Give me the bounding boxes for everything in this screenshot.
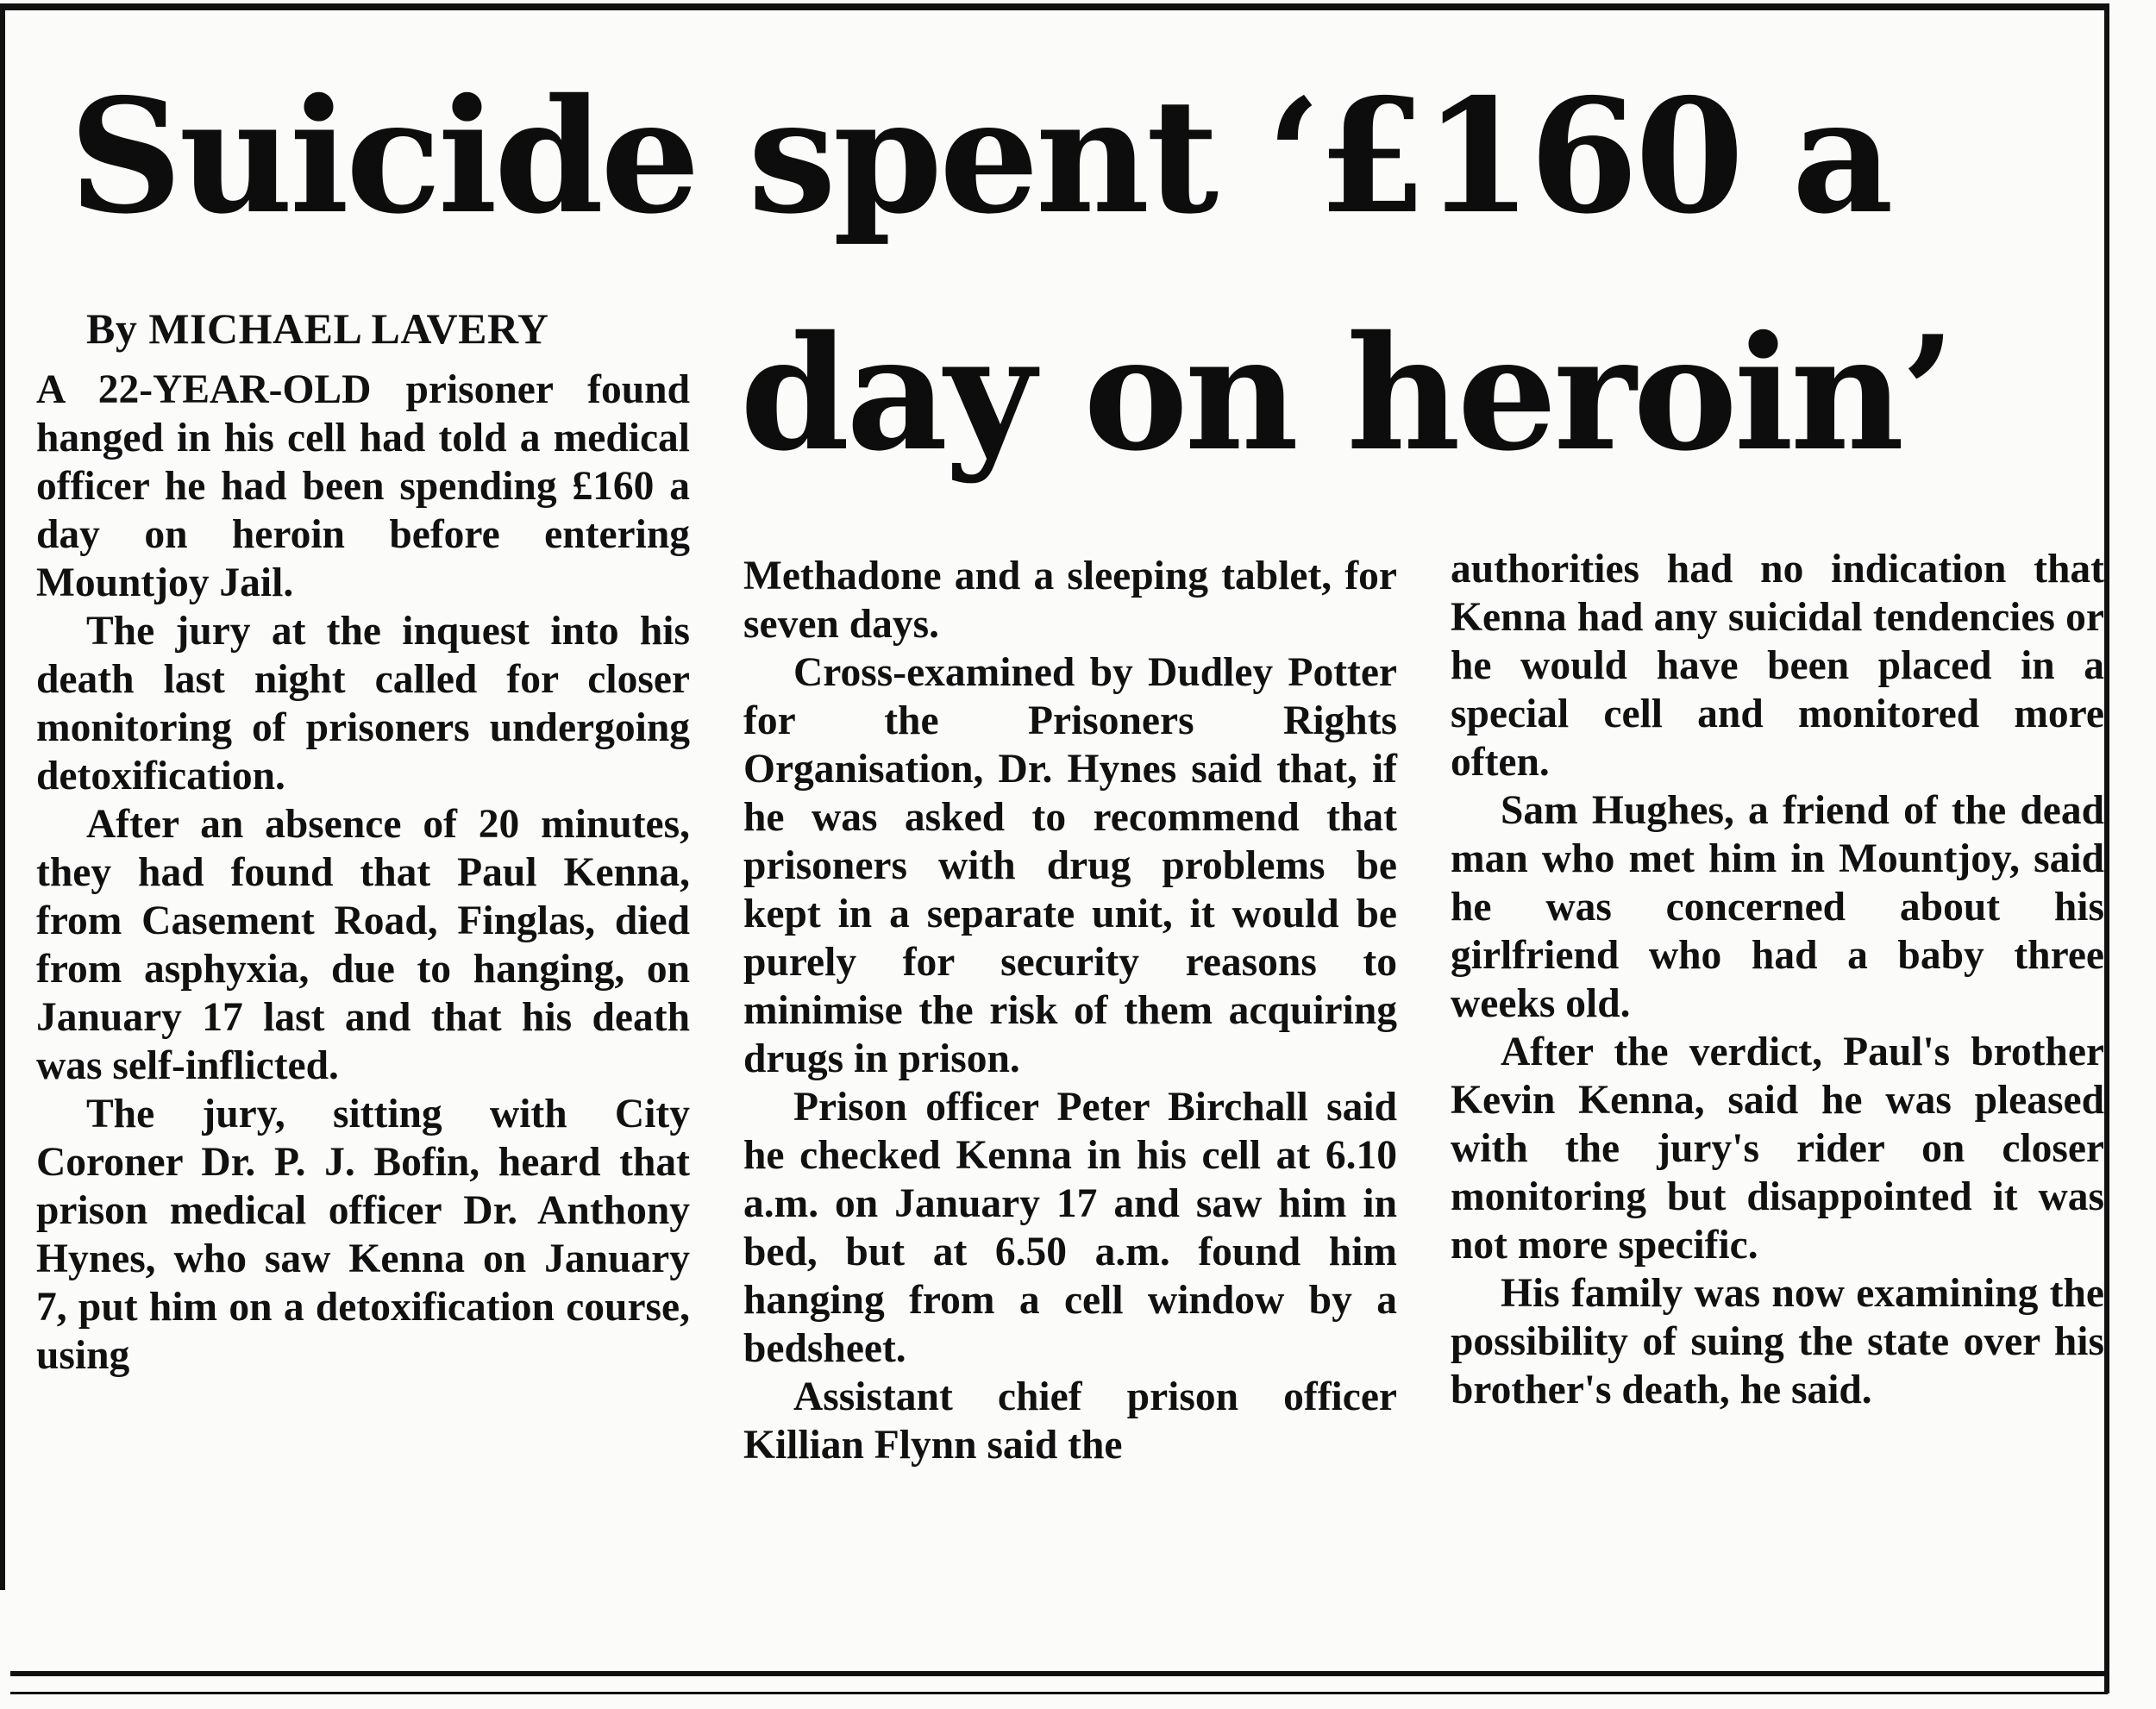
article-column-2: [743, 552, 1397, 1469]
byline: By MICHAEL LAVERY: [86, 304, 549, 353]
bottom-rule-thin: [10, 1692, 2108, 1694]
paragraph: After an absence of 20 minutes, they had found that Paul Kenna, from Casement Road, Finglas, died from asphyxia, due to hanging, on January 17 last and that his death was self-inflicted.: [36, 802, 690, 1088]
paragraph: His family was now examining the possibility of suing the state over his brother's death, he said.: [1451, 1271, 2104, 1412]
article-column-3: [1451, 545, 2104, 1414]
paragraph: The jury, sitting with City Coroner Dr. P. J. Bofin, heard that prison medical officer Dr. Anthony Hynes, who saw Kenna on January 7, put him on a detoxification course, using: [36, 1092, 690, 1378]
paragraph: The jury at the inquest into his death last night called for closer monitoring of prisoners undergoing detoxification.: [36, 609, 690, 798]
paragraph: Prison officer Peter Birchall said he checked Kenna in his cell at 6.10 a.m. on January 17 and saw him in bed, but at 6.50 a.m. found him hanging from a cell window by a bedsheet.: [743, 1085, 1397, 1371]
right-rule: [2104, 3, 2109, 1693]
paragraph: After the verdict, Paul's brother Kevin Kenna, said he was pleased with the jury's rider on closer monitoring but disappointed it was not more specific.: [1451, 1030, 2104, 1268]
paragraph: Assistant chief prison officer Killian Flynn said the: [743, 1374, 1397, 1468]
headline-line-2: day on heroin’: [740, 301, 1952, 485]
article-column-1: [36, 366, 690, 1380]
bottom-rule: [10, 1671, 2108, 1676]
paragraph: Methadone and a sleeping tablet, for seven days.: [743, 554, 1397, 647]
paragraph: Cross-examined by Dudley Potter for the Prisoners Rights Organisation, Dr. Hynes said that, if he was asked to recommend that prisoners with drug problems be kept in a separate unit, it would be purely for security reasons to minimise the risk of them acquiring drugs in prison.: [743, 650, 1397, 1081]
paragraph: Sam Hughes, a friend of the dead man who met him in Mountjoy, said he was concerned about his girlfriend who had a baby three weeks old.: [1451, 788, 2104, 1026]
paragraph: A 22-YEAR-OLD prisoner found hanged in his cell had told a medical officer he had been spending £160 a day on heroin before entering Mountjoy Jail.: [36, 367, 690, 605]
headline-line-1: Suicide spent ‘£160 a: [69, 64, 1890, 248]
left-rule: [0, 3, 5, 1590]
paragraph: authorities had no indication that Kenna had any suicidal tendencies or he would have been placed in a special cell and monitored more often.: [1451, 547, 2104, 785]
top-rule: [0, 3, 2109, 10]
